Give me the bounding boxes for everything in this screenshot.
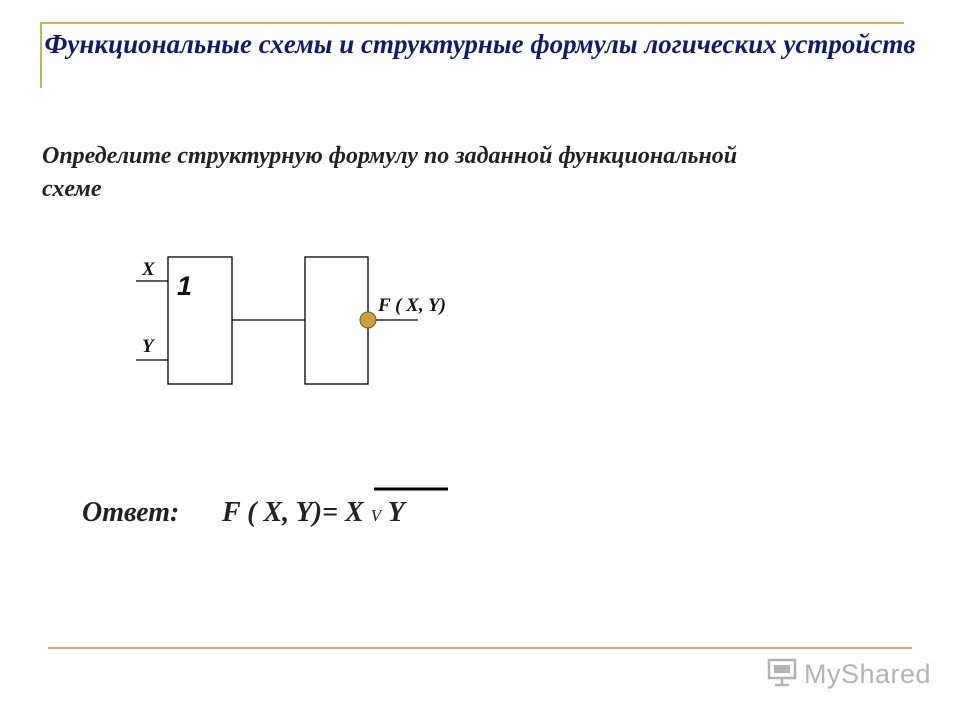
task-text: Определите структурную формулу по заданной функциональной схеме — [42, 143, 738, 202]
answer-formula-x: X — [345, 497, 364, 528]
answer-formula-or: V — [370, 506, 382, 525]
slide-title: Функциональные схемы и структурные формулы логических устройств — [44, 29, 916, 59]
not-gate — [305, 257, 368, 384]
input-y-label: Y — [142, 336, 154, 357]
answer-formula-left: F ( X, Y)= — [222, 497, 346, 528]
presentation-icon — [766, 657, 798, 692]
frame-bottom-line — [48, 647, 912, 649]
watermark-text: MyShared — [804, 658, 932, 689]
output-label: F ( X, Y) — [378, 295, 446, 316]
gate1-label: 1 — [177, 271, 193, 301]
input-x-label: X — [142, 259, 155, 280]
answer-formula — [222, 497, 405, 529]
answer-formula-y: Y — [387, 497, 405, 528]
answer-label: Ответ: — [82, 497, 180, 528]
watermark-logo — [766, 656, 931, 692]
inversion-dot — [360, 312, 376, 328]
